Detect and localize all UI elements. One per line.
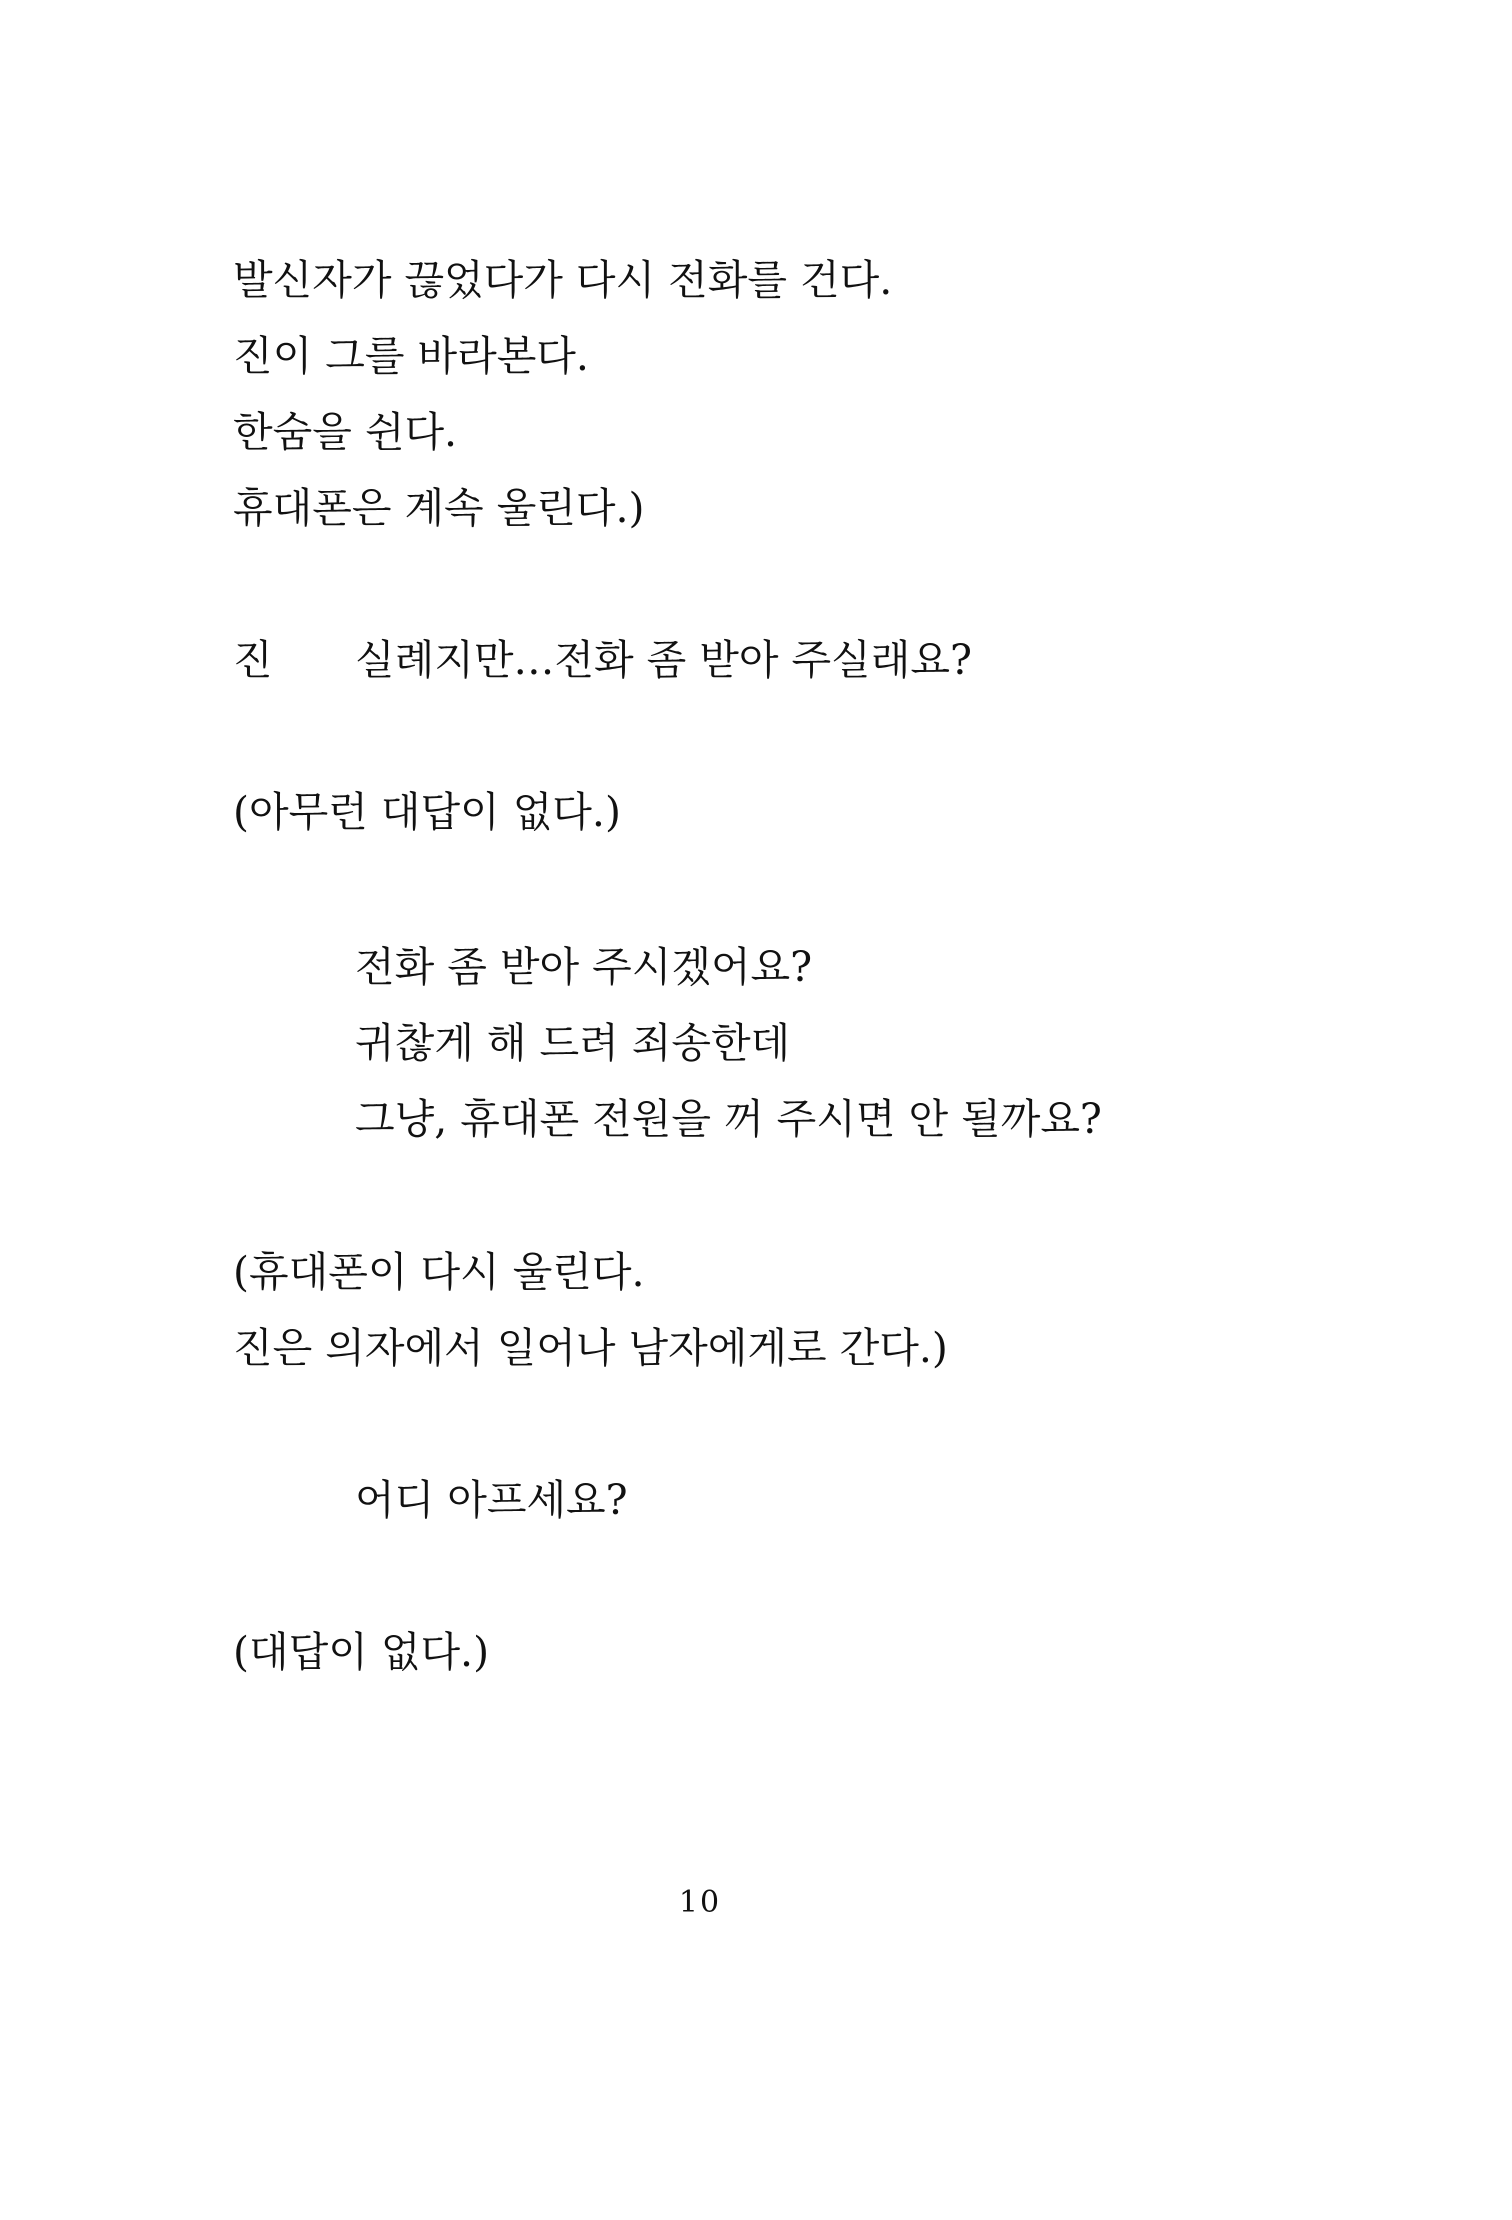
stage-direction-line: 휴대폰은 계속 울린다.) <box>233 484 645 532</box>
dialogue-line: 그냥, 휴대폰 전원을 꺼 주시면 안 될까요? <box>355 1095 1102 1143</box>
speaker-name: 진 <box>233 636 273 684</box>
dialogue-line: 어디 아프세요? <box>355 1476 628 1524</box>
dialogue-line: 귀찮게 해 드려 죄송한데 <box>355 1019 791 1067</box>
page-number: 10 <box>678 1885 722 1920</box>
stage-direction-line: 진이 그를 바라본다. <box>233 332 589 380</box>
stage-direction-line: 발신자가 끊었다가 다시 전화를 건다. <box>233 256 893 304</box>
stage-direction-line: (휴대폰이 다시 울린다. <box>233 1248 645 1296</box>
stage-direction-line: (대답이 없다.) <box>233 1628 490 1676</box>
dialogue-line: 전화 좀 받아 주시겠어요? <box>355 943 813 991</box>
stage-direction-line: 진은 의자에서 일어나 남자에게로 간다.) <box>233 1324 948 1372</box>
stage-direction-line: (아무런 대답이 없다.) <box>233 788 621 836</box>
stage-direction-line: 한숨을 쉰다. <box>233 408 458 456</box>
dialogue-line: 실례지만…전화 좀 받아 주실래요? <box>355 636 972 684</box>
